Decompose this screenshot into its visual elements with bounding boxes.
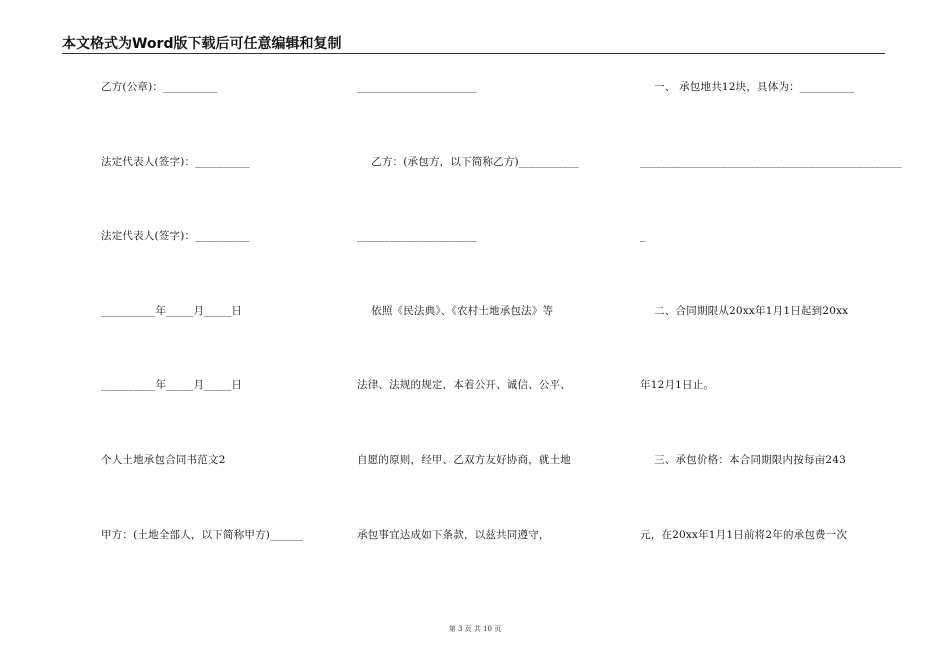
col1-line-2: 法定代表人(签字)：__________	[101, 156, 250, 168]
col2-line-1: ______________________	[357, 81, 477, 93]
col3-line-7: 元，在20xx年1月1日前将2年的承包费一次	[640, 529, 848, 541]
col2-line-4: 依照《民法典》、《农村土地承包法》等	[357, 305, 554, 317]
col1-line-7: 甲方：(土地全部人，以下简称甲方)______	[101, 529, 303, 541]
col1-line-6: 个人土地承包合同书范文2	[101, 454, 226, 466]
col3-line-2: ________________________________________________	[640, 156, 902, 168]
col1-line-5: __________年_____月_____日	[101, 379, 243, 391]
col2-line-6: 自愿的原则，经甲、乙双方友好协商，就土地	[357, 454, 571, 466]
col1-line-4: __________年_____月_____日	[101, 305, 243, 317]
col3-line-3: _	[640, 230, 646, 242]
col3-line-6: 三、承包价格：本合同期限内按每亩243	[640, 454, 846, 466]
col2-line-7: 承包事宜达成如下条款，以兹共同遵守，	[357, 529, 550, 541]
header-divider	[62, 53, 885, 54]
col1-line-3: 法定代表人(签字)：__________	[101, 230, 250, 242]
col2-line-3: ______________________	[357, 230, 477, 242]
col3-line-1: 一、 承包地共12块，具体为：__________	[640, 81, 855, 93]
col2-line-2: 乙方：(承包方，以下简称乙方)___________	[357, 156, 579, 168]
col1-line-1: 乙方(公章)：__________	[101, 81, 218, 93]
col3-line-5: 年12月1日止。	[640, 379, 715, 391]
col3-line-4: 二、合同期限从20xx年1月1日起到20xx	[640, 305, 849, 317]
page-number-footer: 第 3 页 共 10 页	[448, 625, 502, 633]
col2-line-5: 法律、法规的规定，本着公开、诚信、公平、	[357, 379, 571, 391]
document-header-title: 本文格式为Word版下载后可任意编辑和复制	[62, 36, 342, 52]
